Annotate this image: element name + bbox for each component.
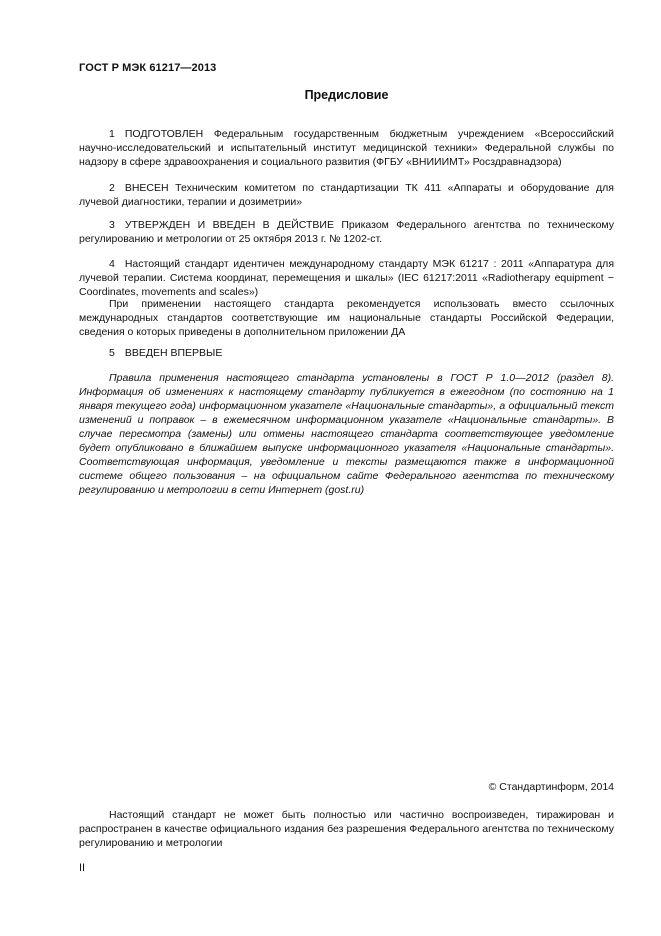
paragraph-number: 4 [109,258,115,270]
paragraph-4-continuation [79,297,614,339]
copyright-line: © Стандартинформ, 2014 [488,781,614,793]
page-title [0,88,661,102]
paragraph-text: ВНЕСЕН Техническим комитетом по стандартизации ТК 411 «Аппараты и оборудование для лучевой диагностики, терапии и дозиметрии» [79,182,614,208]
rules-note [79,371,614,497]
paragraph-text: ПОДГОТОВЛЕН Федеральным государственным бюджетным учреждением «Всероссийский научно-исследовательский и испытательный институт медицинской техники» Федеральной службы по надзору в сфере здравоохранения и социального развития (ФГБУ «ВНИИИМТ» Росздравнадзора) [79,128,614,168]
paragraph-number: 3 [109,219,115,231]
reproduction-notice: Настоящий стандарт не может быть полностью или частично воспроизведен, тиражирован и распространен в качестве официального издания без разрешения Федерального агентства по техническому регулированию и метрологии [79,809,614,849]
paragraph-text: ВВЕДЕН ВПЕРВЫЕ [124,347,223,359]
paragraph-5 [79,346,614,360]
paragraph-number: 1 [109,128,115,140]
paragraph-text: УТВЕРЖДЕН И ВВЕДЕН В ДЕЙСТВИЕ Приказом Федерального агентства по техническому регулированию и метрологии от 25 октября 2013 г. № 1202-ст. [79,219,614,245]
paragraph-3 [79,218,614,246]
page-number: II [79,862,86,874]
paragraph-2 [79,181,614,209]
rules-note-text: Правила применения настоящего стандарта установлены в ГОСТ Р 1.0—2012 (раздел 8). Информация об изменениях к настоящему стандарту публикуется в ежегодном (по состоянию на 1 января текущего года) информационном указателе «Национальные стандарты», а официальный текст изменений и поправок – в ежемесячном информационном указателе «Национальные стандарты». В случае пересмотра (замены) или отмены настоящего стандарта соответствующее уведомление будет опубликовано в ближайшем выпуске информационного указателя «Национальные стандарты». Соответствующая информация, уведомление и тексты размещаются также в информационной системе общего пользования – на официальном сайте Федерального агентства по техническому регулированию и метрологии в сети Интернет (gost.ru) [79,372,614,496]
paragraph-text: При применении настоящего стандарта рекомендуется использовать вместо ссылочных международных стандартов соответствующие им национальные стандарты Российской Федерации, сведения о которых приведены в дополнительном приложении ДА [79,298,614,338]
paragraph-4 [79,257,614,299]
paragraph-text: Настоящий стандарт идентичен международному стандарту МЭК 61217 : 2011 «Аппаратура для лучевой терапии. Система координат, перемещения и шкалы» (IEC 61217:2011 «Radiotherapy equipment − Coordinates, movements and scales») [79,258,614,298]
paragraph-number: 2 [109,182,115,194]
page-title-text: Предисловие [304,88,389,102]
document-code: ГОСТ Р МЭК 61217—2013 [79,62,217,74]
paragraph-number: 5 [109,347,115,359]
paragraph-1 [79,127,614,169]
